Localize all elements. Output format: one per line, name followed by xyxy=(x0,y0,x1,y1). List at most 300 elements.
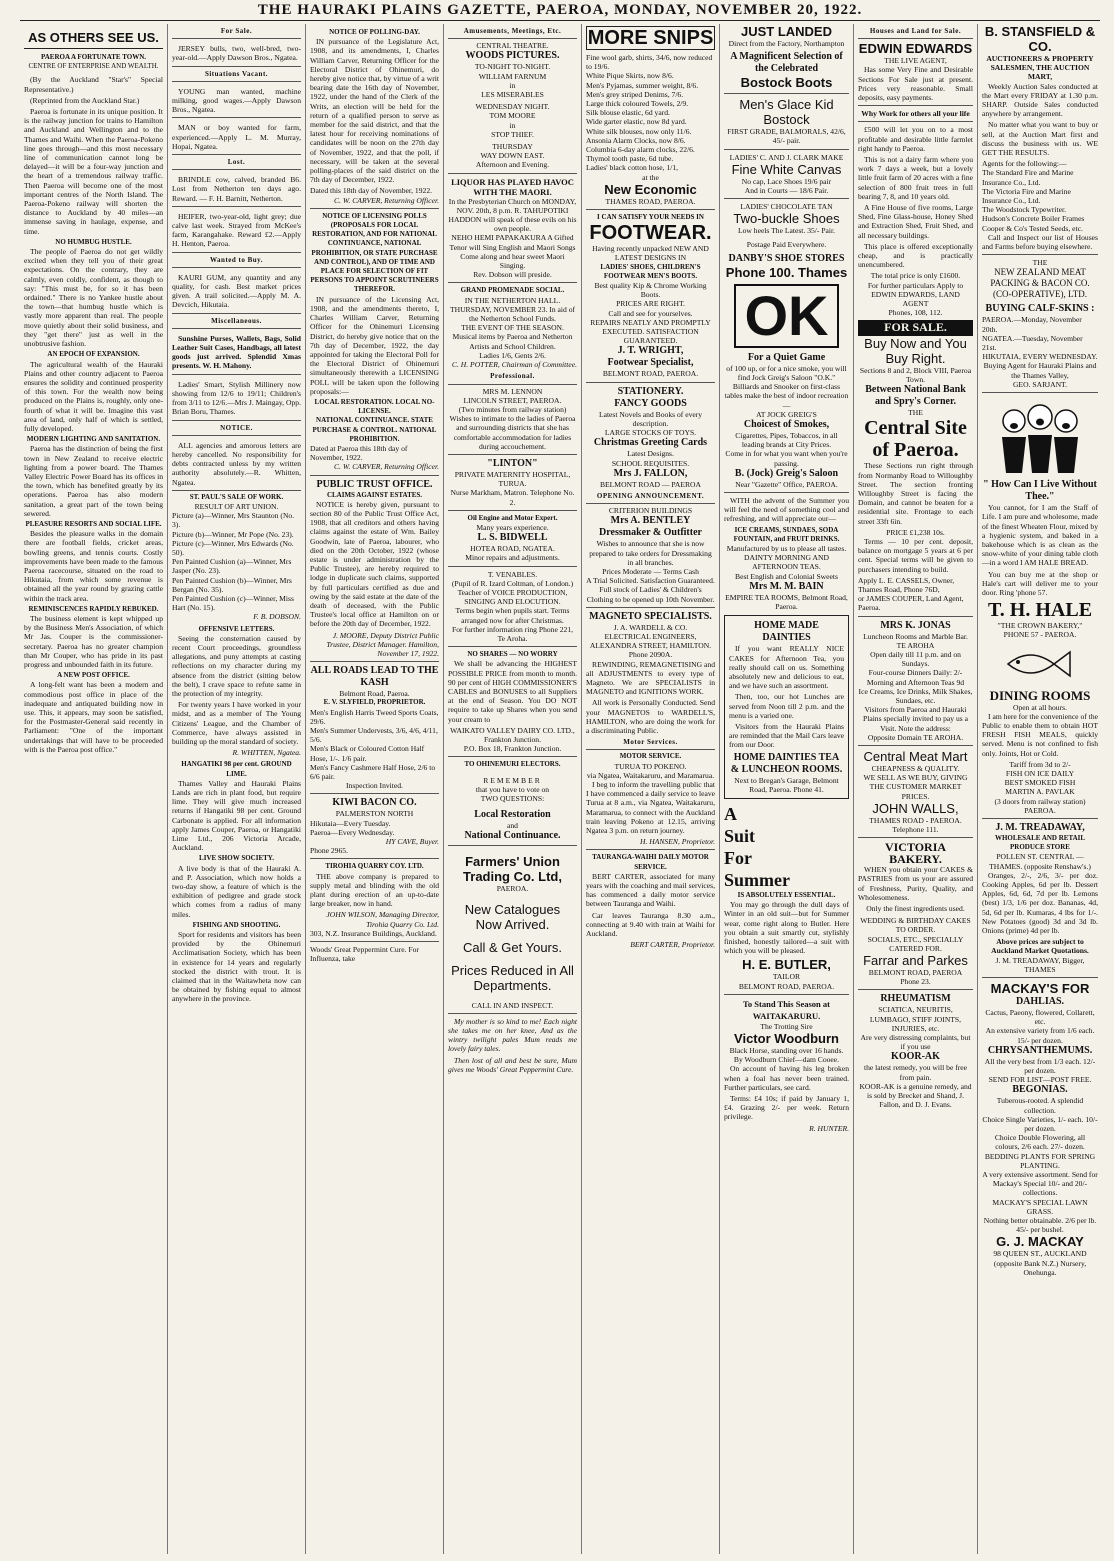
ad-line: Prices Moderate — Terms Cash xyxy=(602,566,699,576)
ad-line: Tariff from 3d to 2/- xyxy=(1009,759,1071,769)
ad-heading: MOTOR SERVICE. xyxy=(619,752,682,761)
ad-line: Men's Fancy Cashmere Half Hose, 2/6 to 6/6 pair. xyxy=(310,762,436,782)
notice-proposal: NATIONAL CONTINUANCE. STATE PURCHASE & CONTROL. NATIONAL PROHIBITION. xyxy=(312,416,437,443)
classified-ad: YOUNG man wanted, machine milking, good wages.—Apply Dawson Bros., Ngatea. xyxy=(172,84,301,119)
fish-drawing-illustration xyxy=(1000,644,1080,684)
ad-address: 303, N.Z. Insurance Buildings, Auckland. xyxy=(310,928,437,938)
signature: J. MOORE, Deputy District Public Trustee, District Manager. Hamilton, November 17, 1922. xyxy=(326,630,439,658)
ad-line: Having recently unpacked NEW AND LATEST DESIGNS IN xyxy=(592,244,709,263)
column-8 xyxy=(978,24,1102,1554)
ad-heading: NEW ZEALAND MEAT PACKING & BACON CO. (CO-OPERATIVE), LTD. xyxy=(990,267,1090,300)
ad-line: Manufactured by us to please all tastes. xyxy=(726,544,847,554)
article-byline: (By the Auckland "Star's" Special Representative.) xyxy=(24,75,163,94)
section-header: Situations Vacant. xyxy=(172,70,301,82)
article-subheading: PLEASURE RESORTS AND SOCIAL LIFE. xyxy=(25,519,162,528)
ad-heading: ALL ROADS LEAD TO THE KASH xyxy=(310,665,439,689)
ad-paragraph: Then, too, our hot Lunches are served from Noon till 2 p.m. and the menu is a varied one. xyxy=(729,692,844,720)
ad-line: Agents for the following:— xyxy=(982,159,1067,169)
ad-line: (Pupil of R. Izard Coltman, of London.) Teacher of VOICE PRODUCTION, SINGING AND ELOCUTION. xyxy=(451,578,574,607)
ad-line: The Trotting Sire xyxy=(760,1021,813,1031)
pictures-title: WOODS PICTURES. xyxy=(465,50,560,62)
notice-proposal: LOCAL RESTORATION. LOCAL NO-LICENSE. xyxy=(314,397,435,416)
classified-ad: Sunshine Purses, Wallets, Bags, Solid Leather Suit Cases, Handbags, all latest goods just arrived. Splendid Xmas presents. W. H. Mahony. xyxy=(172,331,301,375)
ad-heading: MRS K. JONAS xyxy=(880,619,951,631)
ad-paragraph: Visitors from the Hauraki Plains are reminded that the Mail Cars leave from our Door. xyxy=(729,721,844,750)
ad-line: WHOLESALE AND RETAIL PRODUCE STORE xyxy=(994,833,1086,852)
ad-line: J. M. TREADAWAY, Bigger, THAMES xyxy=(995,955,1085,974)
column-5 xyxy=(582,24,720,1554)
notice-heading: NOTICE OF LICENSING POLLS (PROPOSALS FOR LOCAL RESTORATION, AND FOR NATIONAL CONTINUANCE, NATIONAL PROHIBITION, OR STATE PURCHASE AND CONTROL), AND OF TIME AND PLACE FOR SELECTION OF FIT PERSONS TO APPOINT SCRUTINEERS THEREFOR. xyxy=(310,211,439,294)
classified-ad: MAN or boy wanted for farm, experienced.—Apply L. M. Murray, Hopai, Ngatea. xyxy=(172,120,301,155)
ad-heading: J. M. TREADAWAY, xyxy=(995,821,1085,833)
ad-line: Choice Double Flowering, all colours, 2/6 each. 27/- dozen. xyxy=(994,1133,1086,1152)
ad-line: Visitors from Paeroa and Hauraki Plains specially invited to pay us a Visit. Note the address: xyxy=(862,705,969,733)
ad-heading: JUST LANDED xyxy=(740,24,832,39)
ad-heading: H. E. BUTLER, xyxy=(742,957,831,973)
classified-ad: ALL agencies and amorous letters are hereby cancelled. No responsibility for debts contracted unless by my written authority absolutely.—R. Whitten, Ngatea. xyxy=(172,438,301,491)
ad-line: KOOR-AK xyxy=(891,1051,940,1063)
article-subheading: A NEW POST OFFICE. xyxy=(57,671,130,680)
ad-line: SCIATICA, NEURITIS, LUMBAGO, STIFF JOINTS, INJURIES, etc. xyxy=(869,1005,962,1033)
ad-heading: TAURANGA-WAIHI DAILY MOTOR SERVICE. xyxy=(592,853,709,871)
ad-line: Frankton Junction. xyxy=(484,735,541,744)
masthead: THE HAURAKI PLAINS GAZETTE, PAEROA, MONDAY, NOVEMBER 20, 1922. xyxy=(20,2,1100,21)
ad-heading: JOHN WALLS, xyxy=(872,800,959,816)
notice-date: Dated at Paeroa this 18th day of November, 1922. xyxy=(310,443,408,463)
ad-line: SEND FOR LIST—POST FREE. xyxy=(988,1075,1092,1085)
ad-line: White Pique Skirts, now 8/6. xyxy=(586,71,674,81)
ad-line: ELECTRICAL ENGINEERS, ALEXANDRA STREET, HAMILTON. xyxy=(589,631,712,651)
ad-line: New Catalogues xyxy=(464,901,561,917)
ad-line: By Woodburn Chief—dam Cooee. xyxy=(733,1055,840,1065)
ad-heading: BEGONIAS. xyxy=(1012,1084,1068,1096)
article-subheading: RESULT OF ART UNION. xyxy=(194,501,279,511)
ad-line: In the Presbyterian Church on MONDAY, NOV. 20th, 8 p.m. R. TAHUPOTIKI HADDON will speak of these evils on his own people. xyxy=(448,196,577,234)
ad-line: Rev. Dobson will preside. xyxy=(473,270,552,280)
program-line: TO-NIGHT TO-NIGHT. xyxy=(474,62,551,72)
ad-line: TURUA TO POKENO. xyxy=(614,761,687,771)
ad-heading: Buy Now and You Buy Right. xyxy=(864,335,967,366)
art-result: Picture (b)—Winner, Mr Pope (No. 23). xyxy=(172,529,294,539)
suit-word: For xyxy=(724,847,752,868)
ad-line: Men's grey striped Denims, 7/6. xyxy=(586,89,684,99)
ad-line: Hikutaia—Every Tuesday. xyxy=(310,818,391,828)
program-line: in xyxy=(509,120,516,130)
ad-paragraph: This is not a dairy farm where you work 7 days a week, but a lovely little fruit farm of 20 acres with a fine selection of 800 fruit trees in full bearing 7, 8, and 10 years old. xyxy=(858,155,973,201)
ad-paragraph: If you want REALLY NICE CAKES for Afternoon Tea, you really should call on us. Something absolutely new and delicious to eat, and we have such an assortment. xyxy=(729,644,844,691)
ad-line: FISH ON ICE DAILY xyxy=(1005,768,1075,778)
ad-line: Tuberous-rooted. A splendid collection. xyxy=(996,1096,1084,1115)
ad-line: National Continuance. xyxy=(464,830,561,842)
article-subtitle: PAEROA A FORTUNATE TOWN. xyxy=(40,53,147,61)
ad-line: Latest Designs. xyxy=(627,449,674,459)
suit-word: Summer xyxy=(724,869,790,890)
ad-line: Only the finest ingredients used. xyxy=(866,904,965,914)
ad-line: and xyxy=(507,821,518,831)
ad-line: Buying Agent for Hauraki Plains and the Thames Valley, xyxy=(983,361,1097,380)
ad-line: Wide garter elastic, now 8d yard. xyxy=(586,117,687,127)
ad-line: Open at all hours. xyxy=(1013,702,1067,712)
article-subheading: REMINISCENCES RAPIDLY REBUKED. xyxy=(28,604,159,613)
ad-line: THE LIVE AGENT, xyxy=(884,56,947,66)
ad-line: Above prices are subject to Auckland Market Quotations. xyxy=(991,937,1089,956)
ad-paragraph: No matter what you want to buy or sell, at the Auction Mart first and discuss the business with us. WE GET THE RESULTS. xyxy=(982,120,1098,158)
section-header: Motor Services. xyxy=(586,738,715,750)
ad-heading: STATIONERY. xyxy=(617,385,684,397)
ad-line: J. A. WARDELL & CO. xyxy=(613,622,688,632)
ad-line: White silk blouses, now only 11/6. xyxy=(586,126,692,136)
theatre-name: CENTRAL THEATRE. xyxy=(476,41,549,51)
ad-line: SOCIALS, ETC., SPECIALLY CATERED FOR. xyxy=(867,934,964,953)
program-line: Afternoon and Evening. xyxy=(475,160,550,170)
ad-line: The total price is only £1600. xyxy=(870,271,961,281)
ad-line: Full stock of Ladies' & Children's Clothing to be opened up 10th November. xyxy=(586,585,715,604)
ad-address: Belmont Road, Paeroa. xyxy=(339,689,410,699)
article-paragraph: The people of Paeroa do not get wildly excited when they tell you of their great expectations. On the contrary, they are calmly, even coldly, confident, as though to say: "This must be, for so it has been ordained." There is no Yankee hustle about the town—that humbug hustle which is vastly more apparent than real. The people move quietly about their solid business, and they "get there" just as well in the unobtrusive fashion. xyxy=(24,247,163,349)
ad-line: DAINTY MORNING AND AFTERNOON TEAS. xyxy=(744,553,829,572)
ad-line: PAEROA. xyxy=(496,884,529,894)
signature: F. B. DOBSON. xyxy=(253,612,301,622)
ad-heading: FOOTWEAR. xyxy=(589,222,712,245)
ad-heading: KIWI BACON CO. xyxy=(332,797,417,809)
ad-line: Inspection Invited. xyxy=(346,781,403,791)
article-paragraph: The agricultural wealth of the Hauraki Plains and other country adjacent to Paeroa ensures the solidity and continued prosperity of this town. For the wealth now being produced on the Plains is, roughly, only one-fourth of what it will be. Imagine this vast area of land, only half of which is settled, fully developed. xyxy=(24,359,163,433)
ad-line: P.O. Box 18, Frankton Junction. xyxy=(463,744,562,754)
ad-line: Men's Black or Coloured Cotton Half Hose, 1/-. 1/6 pair. xyxy=(310,744,425,763)
signature: R. WHITTEN, Ngatea. xyxy=(232,748,301,758)
ad-line: I CAN SATISFY YOUR NEEDS IN xyxy=(597,213,704,222)
ad-line: THE xyxy=(1032,258,1048,268)
section-header: Houses and Land for Sale. xyxy=(858,27,973,39)
classified-ad: Ladies' Smart, Stylish Millinery now showing from 12/6 to 19/11; Children's from 3/11 to 12/6.—Mrs J. Maingay, Opp. Brian Boru, Thames. xyxy=(172,377,301,421)
ad-paragraph: Terms: £4 10s; if paid by January 1, £4. Grazing 2/- per week. Return privilege. xyxy=(724,1093,849,1122)
ad-heading: MORE SNIPS xyxy=(587,27,714,49)
section-header: OPENING ANNOUNCEMENT. xyxy=(586,492,715,504)
ad-line: via Ngatea, Waitakaruru, and Maramarua. xyxy=(586,770,715,780)
article-paragraph: Seeing the consternation caused by recent Court proceedings, groundless allegations, and puny attempts at casting reflections on my character during my absence from the district (sitting below the belt), I crave space to refute same in the protection of my integrity. xyxy=(172,633,301,698)
signature: H. HANSEN, Proprietor. xyxy=(639,837,715,847)
ad-line: LARGE STOCKS OF TOYS. xyxy=(604,428,697,438)
ad-line: SCHOOL REQUISITES. xyxy=(611,458,690,468)
ad-line: "THE CROWN BAKERY," xyxy=(997,621,1083,631)
ad-line: Cigarettes, Pipes, Tobaccos, in all leading brands at City Prices. xyxy=(735,431,838,450)
article-paragraph: A live body is that of the Hauraki A. and P. Association, which now holds a two-day show, a feature of which is the exhibition of pedigree and grade stock which comes from a radius of many miles. xyxy=(172,863,301,919)
section-header: Miscellaneous. xyxy=(172,317,301,329)
ad-paragraph: Weekly Auction Sales conducted at the Mart every FRIDAY at 1.30 p.m. SHARP. Outside Sales conducted anywhere by arrangement. xyxy=(982,81,1098,119)
ad-line: B. (Jock) Greig's Saloon xyxy=(734,467,839,479)
ad-line: For further information ring Phone 221, Te Aroha. xyxy=(451,624,574,643)
ad-heading: Central Site of Paeroa. xyxy=(864,417,967,462)
art-result: Picture (a)—Winner, Mrs Staunton (No. 3). xyxy=(172,511,295,530)
ad-paragraph: These Sections run right through from Normanby Road to Willoughby Street. The section fronting Willoughby Street is facing the Domain, and cannot be beaten for a residential site. Frontage to each street 33ft 6in. xyxy=(858,461,973,526)
ad-line: All the very best from 1/3 each. 12/- per dozen. xyxy=(984,1056,1096,1076)
ad-heading: RHEUMATISM xyxy=(880,993,951,1005)
ad-line: LADIES' SHOES, CHILDREN'S FOOTWEAR MEN'S BOOTS. xyxy=(600,262,701,280)
ad-paragraph: You can buy me at the shop or Hale's cart will deliver me to your door. Ring 'phone 57. xyxy=(982,569,1098,597)
ad-line: A Magnificent Selection of the Celebrated xyxy=(730,51,843,75)
poem: My mother is so kind to me! Each night she takes me on her knee, And as the wintry twilight pales Mum reads me lovely fairy tales. xyxy=(448,1016,577,1054)
ad-heading: HOME MADE DAINTIES xyxy=(754,620,819,644)
column-1 xyxy=(20,24,168,1554)
ad-line: CHEAPNESS & QUALITY. xyxy=(871,763,960,773)
ad-line: The Standard Fire and Marine Insurance Co., Ltd. xyxy=(982,168,1074,187)
ad-line: Large thick coloured Towels, 2/9. xyxy=(586,99,689,109)
ad-heading: HOME DAINTIES TEA & LUNCHEON ROOMS. xyxy=(730,751,843,775)
section-header: Professional. xyxy=(448,372,577,384)
ad-paragraph: I am here for the convenience of the Public to enable them to obtain HOT FRESH FISH MEALS, quickly served. Menu is not confined to fish only. Joints, Hot or Cold. xyxy=(982,711,1098,758)
ad-heading: FANCY GOODS xyxy=(614,397,687,409)
poem: Then lost of all and best be sure, Mum gives me Woods' Great Peppermint Cure. xyxy=(448,1055,577,1074)
ad-line: Two-buckle Shoes xyxy=(733,211,840,227)
ad-line: TWO QUESTIONS: xyxy=(480,794,545,804)
art-result: Pen Painted Cushion (b)—Winner, Mrs Bergan (No. 35). xyxy=(172,575,292,594)
ad-heading: Mrs A. BENTLEY xyxy=(610,515,691,527)
column-2 xyxy=(168,24,306,1554)
program-line: LES MISERABLES xyxy=(481,90,544,100)
ad-line: WEDDING & BIRTHDAY CAKES TO ORDER. xyxy=(860,916,971,935)
ad-heading: DANBY'S SHOE STORES xyxy=(728,252,845,264)
column-4 xyxy=(444,24,582,1554)
ad-line: THE EVENT OF THE SEASON. xyxy=(461,323,564,333)
program-line: WEDNESDAY NIGHT. xyxy=(475,102,550,112)
ad-line: Mrs J. FALLON, xyxy=(613,467,688,479)
ad-heading: Bostock Boots xyxy=(740,75,833,91)
ad-line: A very extensive assortment. Send for Mackay's Special 10/- and 20/- collections. xyxy=(982,1170,1098,1198)
ad-heading: New Economic xyxy=(604,181,697,197)
ad-line: Between National Bank and Spry's Corner. xyxy=(865,384,966,408)
suit-word: A xyxy=(724,803,737,824)
article-heading: HANGATIKI 98 per cent. GROUND LIME. xyxy=(181,760,292,778)
ad-line: WAIKATO VALLEY DAIRY CO. LTD., xyxy=(450,725,575,735)
ad-line: BELMONT ROAD, PAEROA. xyxy=(602,369,699,379)
ad-line: Latest Novels and Books of every description. xyxy=(598,409,703,428)
program-line: in xyxy=(509,80,516,90)
ad-line: BEST SMOKED FISH xyxy=(1004,778,1076,788)
ad-line: PRIVATE MATERNITY HOSPITAL, xyxy=(454,469,571,479)
ad-line: TE AROHA xyxy=(896,640,935,650)
ad-line: Silk blouse elastic, 6d yard. xyxy=(586,108,670,118)
ad-paragraph: On account of having his leg broken when a foal has never been trained. Further particulars, see card. xyxy=(724,1064,849,1092)
ad-heading: NO SHARES — NO WORRY xyxy=(467,650,558,659)
ad-line: Thymol tooth paste, 6d tube. xyxy=(586,154,674,164)
ad-line: TURUA. xyxy=(498,479,527,489)
singers-cartoon-illustration xyxy=(992,397,1088,475)
ad-line: REMEMBER xyxy=(483,775,542,785)
ad-paragraph: You cannot, for I am the Staff of Life. I am pure and wholesome, made of the finest Wheaten Flour, mixed by a hygienic system, and baked in a bakehouse which is as clean as the snow-white of your dining table cloth—in a word I AM HALE BREAD. xyxy=(982,503,1098,568)
classified-ad: HEIFER, two-year-old, light grey; due calve last week. Strayed from McKee's farm, Karangahake. Reward £2.—Apply H. Henton, Paeroa. xyxy=(172,209,301,253)
ad-line: Ladies 1/6, Gents 2/6. xyxy=(479,350,546,360)
ad-subheading: PALMERSTON NORTH xyxy=(335,809,414,819)
ad-line: Wishes to announce that she is now prepared to take orders for Dressmaking in all branches. xyxy=(589,539,712,567)
signature: JOHN WILSON, Managing Director, Tirohia Quarry Co. Ltd. xyxy=(326,910,439,929)
ad-line: 98 QUEEN ST., AUCKLAND (opposite Bank N.Z.) Nursery, Onehunga. xyxy=(993,1249,1087,1277)
ad-heading: LIQUOR HAS PLAYED HAVOC WITH THE MAORI. xyxy=(451,176,574,197)
signature: R. HUNTER. xyxy=(809,1123,849,1133)
ad-line: CRITERION BUILDINGS xyxy=(608,506,693,516)
article-paragraph: The business element is kept whipped up by the Business Men's Association, of which Mr Jas. Couper is the commissioner-secretary. Paeroa has no greater champion than Mr Couper, who has pride in its past progress and unbounded faith in its future. xyxy=(24,613,163,669)
ad-line: Low heels The Latest. 35/- Pair. xyxy=(737,226,836,236)
ad-line: Ansonia Alarm Clocks, now 8/6. xyxy=(586,135,686,145)
ad-paragraph: I beg to inform the travelling public that I have commenced a daily service to leave Turua at 8 a.m., via Ngatea, Waitakaruru, Maramarua, to connect with the Auckland train leaving Pokeno at 12.15, arriving Ngatea 3 p.m. on return journey. xyxy=(586,779,715,835)
ad-line: BEDDING PLANTS FOR SPRING PLANTING. xyxy=(984,1151,1096,1170)
column-7 xyxy=(854,24,978,1554)
ad-line: To Stand This Season at WAITAKARURU. xyxy=(743,998,830,1021)
article-title: AS OTHERS SEE US. xyxy=(24,30,163,49)
ad-line: Best quality Kip & Chrome Working Boots. xyxy=(594,281,707,300)
ad-line: PRICE £1,238 10s. xyxy=(886,527,945,537)
ad-heading: MACKAY'S FOR xyxy=(990,981,1090,997)
ad-line: Choicest of Smokes, xyxy=(743,419,830,431)
ad-line: Black Horse, standing over 16 hands. xyxy=(729,1045,844,1055)
ad-line: Musical items by Paeroa and Netherton Artists and School Children. xyxy=(452,332,573,351)
signature: C. W. CARVER, Returning Officer. xyxy=(333,195,439,205)
home-dainties-box xyxy=(724,615,849,799)
ad-line: An extensive variety from 1/6 each. 15/- per dozen. xyxy=(985,1026,1095,1045)
ad-heading: Victor Woodburn xyxy=(734,1030,839,1046)
ad-line: THAMES ROAD, PAEROA. xyxy=(605,196,696,206)
ad-line: Minor repairs and adjustments. xyxy=(465,553,560,563)
ad-line: Best English and Colonial Sweets xyxy=(735,571,838,581)
ad-line: Footwear Specialist, xyxy=(607,357,694,369)
program-line: TOM MOORE xyxy=(489,111,536,121)
ad-line: REPAIRS NEATLY AND PROMPTLY EXECUTED. SATISFACTION GUARANTEED. xyxy=(590,317,711,346)
ad-line: Phone 2965. xyxy=(310,846,348,856)
ad-line: Christmas Greeting Cards xyxy=(593,437,708,449)
section-header: Lost. xyxy=(172,158,301,170)
ad-paragraph: This place is offered exceptionally cheap, and is practically unencumbered. xyxy=(858,241,973,270)
section-header: Amusements, Meetings, Etc. xyxy=(448,27,577,39)
ad-line: MRS M. LENNON xyxy=(482,386,543,396)
ad-line: For further particulars Apply to xyxy=(867,280,964,290)
ad-line: that you have to vote on xyxy=(475,784,550,794)
ad-line: EDWIN EDWARDS, LAND AGENT xyxy=(871,289,960,309)
ad-line: Open daily till 11 p.m. and on Sundays. xyxy=(870,649,961,669)
ad-line: Woods' Great Peppermint Cure. For Influenza, take xyxy=(310,945,419,964)
ad-heading: Farrar and Parkes xyxy=(863,953,968,969)
ad-proprietor: E. V. SLYFIELD, PROPRIETOR. xyxy=(323,698,426,707)
ad-line: T. VENABLES. xyxy=(487,569,538,579)
ad-line: or JAMES COUPER, Land Agent, Paeroa. xyxy=(858,594,964,613)
notice-paragraph: NOTICE is hereby given, pursuant to section 80 of the Public Trust Office Act, 1908, that all creditors and others having claims against the estate of Wm. Bailey Goodwin, late of Paeroa, labourer, who died on the 20th October, 1922 (whose estate is under administration by the Public Trustee), are hereby required to lodge in duplicate such claims, supported by full particulars certified as due and owing by the said estate at the date of the death of deceased, with the Public Trustee's local office at Hamilton on or before the 20th day of December, 1922. xyxy=(310,499,439,629)
ad-line: Choice Single Varieties, 1/- each. 10/- per dozen. xyxy=(982,1114,1098,1134)
article-paragraph: Besides the pleasure walks in the domain there are football fields, cricket areas, bowling greens, and tennis courts. Costly improvements have been made to the famous Paeroa racecourse, situated on the road to Hikutaia, from which some revenue is obtained all the year round by grazing cattle within the track area. xyxy=(24,529,163,603)
ad-line: KOOR-AK is a genuine remedy, and is sold by Brecket and Shand, J. Fallon, and D. J. Evans. xyxy=(859,1081,972,1110)
ad-paragraph: We shall be advancing the HIGHEST POSSIBLE PRICE from month to month. 90 per cent of HIGH COMMISSIONER'S CABLES and BONUSES to all Suppliers at the end of Season. You DO NOT require to take up Shares when you send your cream to xyxy=(448,659,577,724)
ad-line: The Victoria Fire and Marine Insurance Co., Ltd. xyxy=(982,186,1071,206)
ad-heading: Central Meat Mart xyxy=(863,748,968,764)
classified-ad: BRINDLE cow, calved, branded B6. Lost from Netherton ten days ago. Reward. — F. H. Barnitt, Netherton. xyxy=(172,172,301,207)
ad-line: Men's English Harris Tweed Sports Coats, 29/6. xyxy=(310,707,439,726)
article-paragraph: For twenty years I have worked in your midst, and as a member of The Young Citizens' League, and the Chamber of Commerce, have always assisted in building up the moral standard of society. xyxy=(172,700,301,746)
ad-line: Why Work for others all your life xyxy=(861,109,970,119)
ad-paragraph: Terms — 10 per cent. deposit, balance on mortgage 5 years at 6 per cent. Special terms will be given to purchasers intending to build. xyxy=(858,536,973,574)
ad-paragraph: WITH the advent of the Summer you will feel the need of something cool and refreshing, and will appreciate our— xyxy=(724,496,849,524)
ad-line: MACKAY'S SPECIAL LAWN GRASS. xyxy=(992,1197,1088,1216)
ad-line: BELMONT ROAD, PAEROA. xyxy=(738,981,835,991)
for-sale-banner: FOR SALE. xyxy=(858,320,973,335)
classified-ad: KAURI GUM, any quantity and any quality, for cash. Best market prices given. A trail solicited.—Apply M. A. Devcich, Hikutaia. xyxy=(172,270,301,314)
art-result: Pen Painted Cushion (c)—Winner, Miss Hart (No. 15). xyxy=(172,593,294,613)
ad-line: Ice Creams, Ice Drinks, Milk Shakes, Sundaes, etc. xyxy=(858,686,973,705)
ad-line: Now Arrived. xyxy=(475,916,550,932)
ad-line: And in Courts — 18/6 Pair. xyxy=(744,186,829,196)
ad-line: Phone 2090A. xyxy=(628,650,673,660)
section-header: Wanted to Buy. xyxy=(172,256,301,268)
ad-line: POLLEN ST. CENTRAL — THAMES. (opposite Renshaw's.) xyxy=(989,852,1091,871)
ad-paragraph: Oranges, 2/-, 2/6, 3/- per doz. Cooking Apples, 6d per lb. Dessert Apples, 6d, 6d, 7d per lb. Lemons (best) 1/3, 1/6 per doz. Bananas, 4d, 5d, 6d per lb. Kumaras, 4 lbs for 1/-. New Potatoes (good) 3d and 3d lb. Onions (prime) 4d per lb. xyxy=(982,870,1098,935)
ad-line: Terms begin when pupils start. Terms arranged now for after Christmas. xyxy=(455,606,570,625)
ad-line: NEHO HEMI PAPAKAKURA A Gifted Tenor will Sing English and Maori Songs xyxy=(449,233,576,252)
ad-line: Nurse Markham, Matron. Telephone No. 2. xyxy=(450,488,575,507)
ad-heading: TO OHINEMURI ELECTORS. xyxy=(464,760,561,769)
signature: C. H. POTTER, Chairman of Committee. xyxy=(451,360,577,370)
art-result: Pen Painted Cushion (a)—Winner, Mrs Jasper (No. 23). xyxy=(172,557,292,576)
ad-heading: TIROHIA QUARRY COY. LTD. xyxy=(325,862,424,871)
notice-date: Dated this 18th day of November, 1922. xyxy=(310,186,433,196)
article-reprint: (Reprinted from the Auckland Star.) xyxy=(30,95,140,105)
ad-heading: " How Can I Live Without Thee." xyxy=(983,479,1097,503)
ad-line: HIKUTAIA, EVERY WEDNESDAY. xyxy=(982,352,1098,362)
ad-line: WE SELL AS WE BUY, GIVING THE CUSTOMER MARKET PRICES. xyxy=(863,773,968,801)
ad-heading: For a Quiet Game xyxy=(747,351,826,363)
article-subheading: MODERN LIGHTING AND SANITATION. xyxy=(26,435,161,444)
ad-heading: T. H. HALE xyxy=(987,599,1093,622)
article-heading: ST. PAUL'S SALE OF WORK. xyxy=(189,492,284,501)
ad-line: Phones, 108, 112. xyxy=(888,308,943,318)
program-line: THURSDAY xyxy=(492,142,533,152)
ad-line: Call and see for yourselves. xyxy=(608,308,693,318)
ad-heading: Phone 100. Thames xyxy=(725,264,848,280)
ad-line: Mrs M. M. BAIN xyxy=(749,580,824,592)
ad-line: LADIES' C. AND J. CLARK MAKE xyxy=(729,152,844,162)
notice-heading: NOTICE OF POLLING-DAY. xyxy=(329,28,420,36)
ad-line: CALL IN AND INSPECT. xyxy=(471,1000,554,1010)
ad-heading: Farmers' Union Trading Co. Ltd, xyxy=(463,854,562,885)
ad-line: ICE CREAMS, SUNDAES, SODA FOUNTAIN, and FRUIT DRINKS. xyxy=(733,525,840,543)
column-6 xyxy=(720,24,854,1554)
ad-line: Fine wool garb, shirts, 34/6, now reduced to 19/6. xyxy=(586,53,713,72)
notice-paragraph: IN pursuance of the Licensing Act, 1908, and the amendments thereto, I, Charles William Carver, Returning Officer for the Ohinemuri Licensing District, do hereby give notice that on the 7th day of December, 1922, the day appointed for taking the Electoral Poll for the Electoral District of Ohinemuri simultaneously therewith a LICENSING POLL will be taken upon the following proposals:— xyxy=(310,294,439,396)
art-result: Picture (c)—Winner, Mrs Edwards (No. 50). xyxy=(172,538,294,557)
ad-line: Columbia 6-day alarm clocks, 22/6. xyxy=(586,145,695,155)
ad-heading: B. STANSFIELD & CO. xyxy=(984,24,1096,54)
notice-paragraph: IN pursuance of the Legislature Act, 1908, and its amendments, I, Charles William Carver, Returning Officer for the Electoral District of Ohinemuri, do hereby give notice that, by virtue of a writ bearing date the 16th day of November, 1922, under the hand of the Clerk of the Writs, an election will be held for the return of a qualified person to serve as member for the said district, and that the latest hour for receiving nominations of candidates will be noon on the 27th day of November, 1922, and that the poll, if necessary, will be taken at the several polling-places of the said district on the 7th day of December, 1922. xyxy=(310,37,439,185)
ad-paragraph: BERT CARTER, associated for many years with the coaching and mail services, has commenced a daily motor service between Tauranga and Waihi. xyxy=(586,871,715,909)
program-line: WAY DOWN EAST. xyxy=(480,151,545,161)
ad-line: AUCTIONEERS & PROPERTY SALESMEN, THE AUCTION MART, xyxy=(986,54,1094,82)
notice-heading: PUBLIC TRUST OFFICE. xyxy=(316,478,433,490)
ad-line: at the xyxy=(642,172,659,182)
article-heading: OFFENSIVE LETTERS. xyxy=(198,624,275,633)
ad-line: Direct from the Factory, Northampton xyxy=(728,39,845,48)
article-paragraph: Paeroa is fortunate in its unique position. It is the railway junction for trains to Hamilton and Auckland and Wellington and to the Thames and Waihi. When the Paeroa-Pokeno line goes through—and this most necessary line of communication cannot long be delayed—it will be a four-way junction and the heart of a tremendous railway traffic. Then Paeroa will become one of the most important centres of the North Island. The Paeroa-Pokeno railway will shorten the distance to Auckland by 40 miles—an immense saving in haulage, expense, and time. xyxy=(24,107,163,236)
ad-line: THE xyxy=(908,408,923,418)
ad-line: Fine White Canvas xyxy=(731,161,842,177)
program-line: STOP THIEF. xyxy=(491,129,534,139)
ad-line: A Trial Solicited. Satisfaction Guaranteed. xyxy=(586,576,715,586)
ad-line: Local Restoration xyxy=(474,809,551,821)
ad-line: Apply L. E. CASSELS, Owner, Thames Road, Phone 76D, xyxy=(858,575,955,594)
article-paragraph: Sport for residents and visitors has been provided by the Ohinemuri Acclimatisation Society, which has been in existence for 14 years and regularly stocked the district with trout. It is claimed that in the Waitawheta now can be obtained by fishing equal to almost anywhere in the province. xyxy=(172,930,301,1004)
ad-line: the latest remedy, you will be free from pain. xyxy=(863,1063,968,1082)
ad-line: MARTIN A. PAVLAK xyxy=(1005,787,1075,797)
column-3 xyxy=(306,24,444,1554)
ad-line: Next to Bregan's Garage, Belmont Road, Paeroa. Phone 41. xyxy=(734,775,839,794)
ad-line: Hudson's Concrete Boiler Frames xyxy=(982,214,1085,224)
article-paragraph: Thames Valley and Hauraki Plains Lands are rich in plant food, but require lime. They will give much increased returns if Hangatiki 98 per cent. Ground Carbonate is applied. For all information apply James Couper, Paeroa, or Hangatiki Lime Ltd., 206 Victoria Arcade, Auckland. xyxy=(172,778,301,853)
classified-ad: JERSEY bulls, two, well-bred, two-year-old.—Apply Dawson Bros., Ngatea. xyxy=(172,41,301,66)
ad-line: Telephone 111. xyxy=(892,825,939,834)
